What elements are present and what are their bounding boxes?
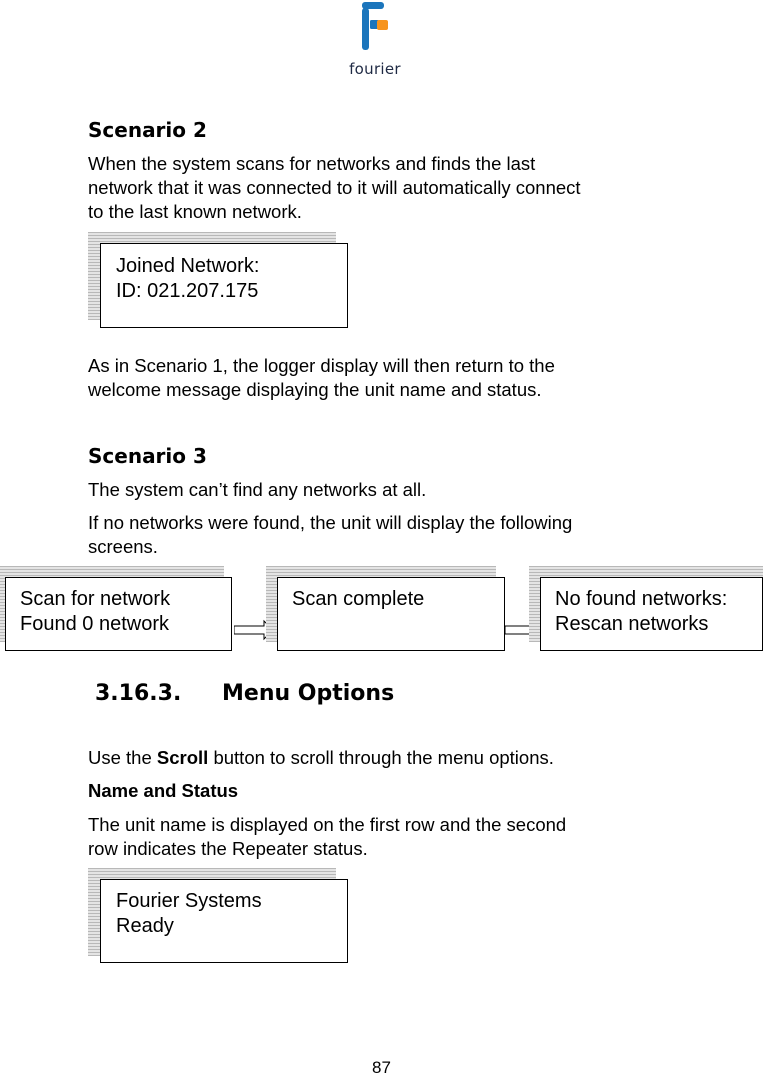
display-line: Found 0 network [20, 613, 169, 635]
display-line: Scan complete [292, 588, 425, 610]
logo-wordmark: fourier [349, 60, 401, 78]
text-line: to the last known network. [88, 201, 302, 222]
text-line: row indicates the Repeater status. [88, 838, 368, 859]
scenario-3-paragraph-1: The system can’t find any networks at all. [88, 479, 427, 500]
text-line: If no networks were found, the unit will display the following [88, 512, 573, 533]
scan-complete-display [277, 577, 505, 651]
no-found-networks-display [540, 577, 763, 651]
scenario-2-followup [88, 354, 555, 402]
section-number: 3.16.3. [95, 681, 182, 706]
scenario-2-heading: Scenario 2 [88, 118, 207, 142]
display-line: Scan for network [20, 588, 171, 610]
scenario-2-paragraph [88, 152, 581, 224]
display-line: ID: 021.207.175 [116, 280, 259, 302]
fourier-systems-display [100, 879, 348, 963]
scenario-3-paragraph-2 [88, 511, 572, 559]
display-line: Rescan networks [555, 613, 709, 635]
name-and-status-paragraph [88, 813, 566, 861]
fourier-logo-mark-icon [346, 0, 404, 58]
display-line: Ready [116, 915, 174, 937]
text-line: network that it was connected to it will automatically connect [88, 177, 581, 198]
display-line: Joined Network: [116, 255, 260, 277]
menu-options-intro [88, 746, 554, 770]
text-line: screens. [88, 536, 158, 557]
display-line: Fourier Systems [116, 890, 262, 912]
section-title: Menu Options [222, 681, 395, 706]
display-line: No found networks: [555, 588, 728, 610]
text-line: The unit name is displayed on the first row and the second [88, 814, 567, 835]
name-and-status-subheading: Name and Status [88, 780, 239, 801]
page-number: 87 [372, 1058, 391, 1077]
fourier-logo [346, 0, 404, 80]
joined-network-display [100, 243, 348, 328]
text-line: As in Scenario 1, the logger display will then return to the [88, 355, 555, 376]
scan-for-network-display [5, 577, 232, 651]
intro-text: button to scroll through the menu options. [208, 747, 554, 768]
scroll-button-label: Scroll [156, 747, 209, 768]
text-line: When the system scans for networks and finds the last [88, 153, 536, 174]
text-line: welcome message displaying the unit name and status. [88, 379, 542, 400]
scenario-3-heading: Scenario 3 [88, 444, 207, 468]
intro-text: Use the [88, 747, 157, 768]
